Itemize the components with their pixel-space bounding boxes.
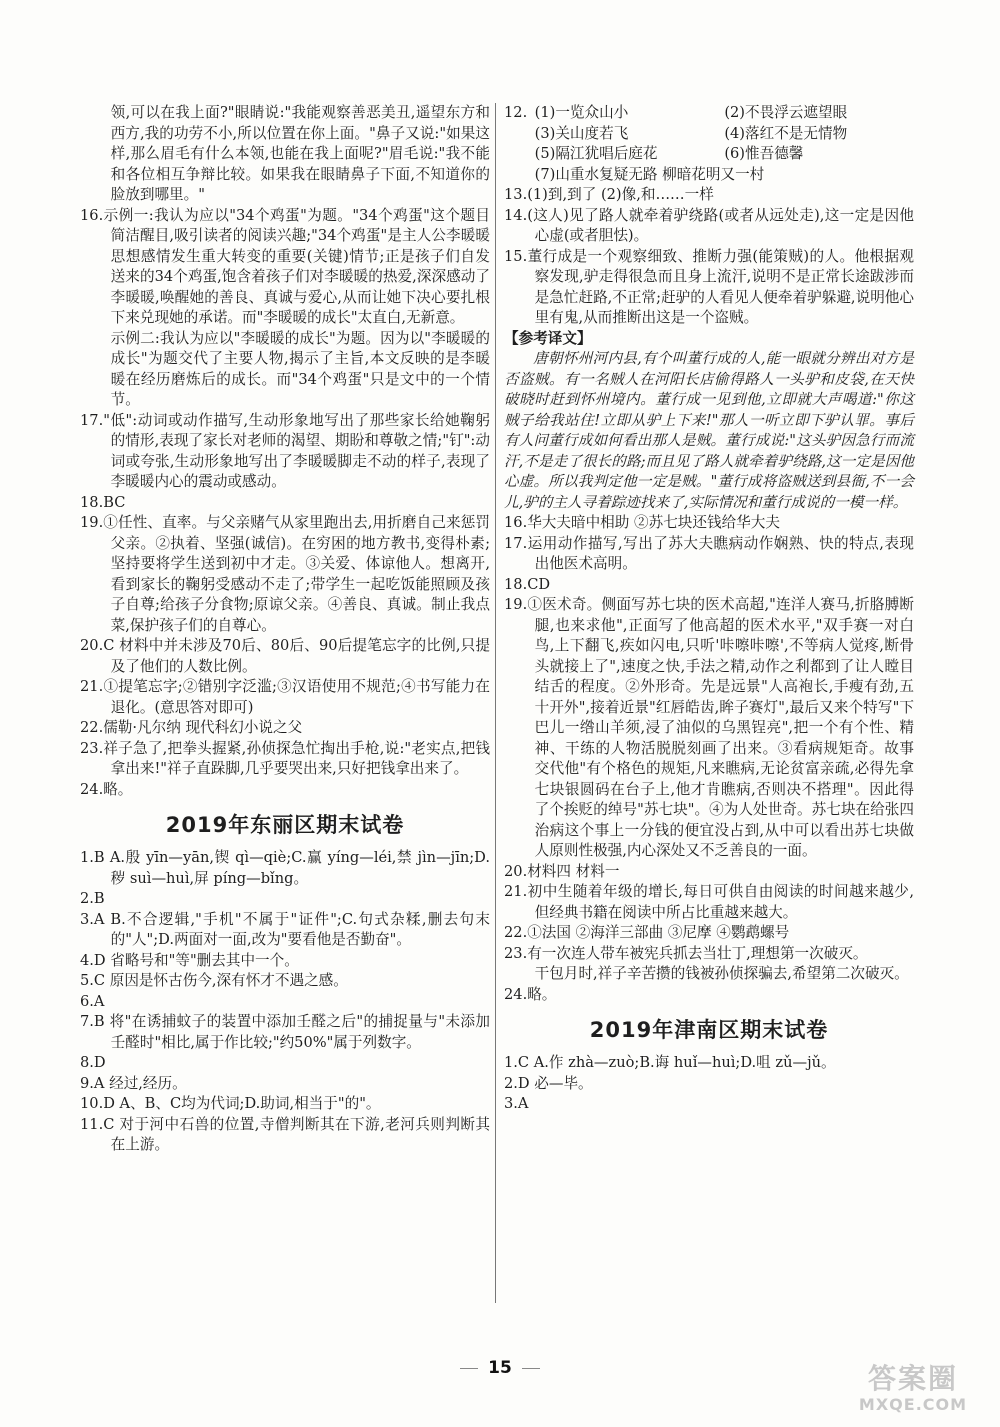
- watermark-top: 答案圈: [867, 1362, 958, 1395]
- answer-d-3: 3.A: [504, 1095, 529, 1112]
- answer-12-item-7: (7)山重水复疑无路 柳暗花明又一村: [534, 165, 765, 183]
- answer-16-example-1: 16.示例一:我认为应以"34个鸡蛋"为题。"34个鸡蛋"这个题目简洁醒目,吸引读者的阅读兴趣;"34个鸡蛋"是主人公李暖暖思想感情发生重大转变的重要(关键)情节;正是孩子们自发送来的34个鸡蛋,饱含着孩子们对李暖暖的热爱,深深感动了李暖暖,唤醒她的善良、真诚与爱心,从而让她下决心要扎根下来兑现她的承诺。而"李暖暖的成长"太直白,无新意。: [80, 206, 490, 326]
- section-title-jinnan: 2019年津南区期末试卷: [589, 1018, 829, 1042]
- answer-b-9: 9.A 经过,经历。: [80, 1074, 187, 1092]
- answer-b-6: 6.A: [80, 992, 105, 1010]
- answer-c-23: 23.有一次连人带车被宪兵抓去当壮丁,理想第一次破灭。: [504, 944, 868, 962]
- answer-12-item: (1)一览众山小: [534, 104, 629, 121]
- answer-c-16: 16.华大夫暗中相助 ②苏七块还钱给华大夫: [504, 514, 780, 531]
- right-column: [504, 103, 914, 1115]
- answer-b-7: 7.B 将"在诱捕蚊子的装置中添加壬醛之后"的捕捉量与"未添加壬醛时"相比,属于作比较;"约50%"属于列数字。: [80, 1013, 490, 1051]
- answer-d-2: 2.D 必—毕。: [504, 1074, 593, 1092]
- answer-12-item: (3)关山度若飞: [534, 124, 629, 142]
- answer-20: 20.C 材料中并未涉及70后、80后、90后提笔忘字的比例,只提及了他们的人数比例。: [80, 637, 490, 675]
- answer-12-item: (6)惟吾德馨: [724, 145, 804, 162]
- answer-22: 22.儒勒·凡尔纳 现代科幻小说之父: [80, 719, 303, 736]
- answer-16-example-2: 示例二:我认为应以"李暖暖的成长"为题。因为以"李暖暖的成长"为题交代了主要人物,揭示了主旨,本文反映的是李暖暖在经历磨炼后的成长。而"34个鸡蛋"只是文中的一个情节。: [110, 329, 490, 408]
- answer-21: 21.①提笔忘字;②错别字泛滥;③汉语使用不规范;④书写能力在退化。(意思答对即可): [80, 678, 490, 716]
- watermark-logo: [838, 1363, 988, 1419]
- answer-b-8: 8.D: [80, 1054, 106, 1071]
- answer-12-item: (5)隔江犹唱后庭花: [534, 145, 658, 162]
- answer-15: 15.董行成是一个观察细致、推断力强(能策贼)的人。他根据观察发现,驴走得很急而且身上流汗,说明不是正常长途跋涉而是急忙赶路,不正常;赶驴的人看见人便牵着驴躲避,说明他心里有鬼,从而推断出这是一个盗贼。: [504, 247, 914, 326]
- translation-text: 唐朝怀州河内县,有个叫董行成的人,能一眼就分辨出对方是否盗贼。有一名贼人在河阳长店偷得路人一头驴和皮袋,在天快破晓时赶到怀州境内。董行成一见到他,立即就大声喝道:"你这贼子给我站住!立即从驴上下来!"那人一听立即下驴认罪。事后有人问董行成如何看出那人是贼。董行成说:"这头驴因急行而流汗,不是走了很长的路;而且见了路人就牵着驴绕路,这一定是因他心虚。所以我判定他一定是贼。"董行成将盗贼送到县衙,不一会儿,驴的主人寻着踪迹找来了,实际情况和董行成说的一模一样。: [504, 350, 914, 511]
- reference-translation-label: 【参考译文】: [504, 329, 592, 347]
- answer-b-3: 3.A B.不合逻辑,"手机"不属于"证件";C.句式杂糅,删去句末的"人";D.两面对一面,改为"要看他是否勤奋"。: [80, 910, 490, 948]
- answer-c-18: 18.CD: [504, 575, 551, 593]
- answer-19: 19.①任性、直率。与父亲赌气从家里跑出去,用折磨自己来惩罚父亲。②执着、坚强(诚信)。在穷困的地方教书,变得朴素;坚持要将学生送到初中才走。③关爱、体谅他人。想离开,看到家长的鞠躬受感动不走了;带学生一起吃饭能照顾及孩子自尊;给孩子分食物;原谅父亲。④善良、真诚。制止我点菜,保护孩子们的自尊心。: [80, 514, 490, 634]
- answer-c-23-continued: 干包月时,祥子辛苦攒的钱被孙侦探骗去,希望第二次破灭。: [534, 965, 909, 982]
- answer-d-1: 1.C A.作 zhà—zuò;B.诲 huǐ—huì;D.咀 zǔ—jǔ。: [504, 1054, 836, 1071]
- answer-c-21: 21.初中生随着年级的增长,每日可供自由阅读的时间越来越少,但经典书籍在阅读中所占比重越来越大。: [504, 883, 914, 921]
- section-title-dongli: 2019年东丽区期末试卷: [165, 813, 405, 837]
- page-number-dash-right: [522, 1368, 540, 1369]
- watermark-bottom: MXQE.COM: [858, 1395, 968, 1414]
- reference-translation: [504, 349, 914, 513]
- answer-b-2: 2.B: [80, 890, 105, 907]
- answer-c-17: 17.运用动作描写,写出了苏大夫瞧病动作娴熟、快的特点,表现出他医术高明。: [504, 534, 914, 572]
- answer-b-11: 11.C 对于河中石兽的位置,寺僧判断其在下游,老河兵则判断其在上游。: [80, 1115, 490, 1153]
- answer-b-5: 5.C 原因是怀古伤今,深有怀才不遇之感。: [80, 972, 348, 989]
- answer-12-item: (2)不畏浮云遮望眼: [724, 104, 848, 121]
- answer-c-24: 24.略。: [504, 985, 557, 1003]
- column-divider: [495, 103, 496, 1303]
- answer-24: 24.略。: [80, 780, 133, 798]
- answer-c-22: 22.①法国 ②海洋三部曲 ③尼摩 ④鹦鹉螺号: [504, 924, 790, 941]
- answer-23: 23.祥子急了,把拳头握紧,孙侦探急忙掏出手枪,说:"老实点,把钱拿出来!"祥子直跺脚,几乎要哭出来,只好把钱拿出来了。: [80, 739, 490, 777]
- page-number-text: 15: [488, 1358, 512, 1378]
- answer-18: 18.BC: [80, 493, 126, 511]
- answer-12-grid: [504, 103, 914, 165]
- left-column: [80, 103, 490, 1156]
- answer-12: [504, 103, 914, 185]
- answer-12-number: 12.: [504, 104, 528, 121]
- answer-17: 17."低":动词或动作描写,生动形象地写出了那些家长给她鞠躬的情形,表现了家长对老师的渴望、期盼和尊敬之情;"钉":动词或夸张,生动形象地写出了李暖暖脚走不动的样子,表现了李暖暖内心的震动或感动。: [80, 411, 490, 490]
- answer-13: 13.(1)到,到了 (2)像,和……一样: [504, 186, 714, 203]
- answer-c-20: 20.材料四 材料一: [504, 862, 620, 880]
- answer-b-4: 4.D 省略号和"等"删去其中一个。: [80, 951, 299, 969]
- answer-b-1: 1.B A.殷 yīn—yān,锲 qì—qiè;C.赢 yíng—léi,禁 jìn—jīn;D.秽 suì—huì,屏 píng—bǐng。: [80, 849, 490, 887]
- page-number-dash-left: [460, 1368, 478, 1369]
- answer-b-10: 10.D A、B、C均为代词;D.助词,相当于"的"。: [80, 1095, 381, 1112]
- answer-15-continued: 领,可以在我上面?"眼睛说:"我能观察善恶美丑,遥望东方和西方,我的功劳不小,所以位置在你上面。"鼻子又说:"如果这样,那么眉毛有什么本领,也能在我上面呢?"眉毛说:"我不能和各位相互争辩比较。如果我在眼睛鼻子下面,不知道你的脸放到哪里。": [110, 104, 490, 203]
- answer-14: 14.(这人)见了路人就牵着驴绕路(或者从远处走),这一定是因他心虚(或者胆怯)。: [504, 206, 914, 244]
- answer-c-19: 19.①医术奇。侧面写苏七块的医术高超,"连洋人赛马,折胳膊断腿,也来求他",正面写了他高超的医术水平,"双手赛一对白鸟,上下翻飞,疾如闪电,只听'咔嚓咔嚓',不等病人觉疼,断骨头就接上了",速度之快,手法之精,动作之利都到了让人瞠目结舌的程度。②外形奇。先是远景"人高袍长,手瘦有劲,五十开外",接着近景"红唇皓齿,眸子赛灯",最后又来个特写"下巴儿一绺山羊须,浸了油似的乌黑锃亮",把一个有个性、精神、干练的人物活脱脱刻画了出来。③看病规矩奇。故事交代他"有个格色的规矩,凡来瞧病,无论贫富亲疏,必得先拿七块银圆码在台子上,他才肯瞧病,否则决不搭理"。因此得了个挨贬的绰号"苏七块"。④为人处世奇。苏七块在给张四治病这个事上一分钱的便宜没占到,从中可以看出苏七块做人原则性极强,内心深处又不乏善良的一面。: [504, 596, 914, 859]
- answer-12-item: (4)落红不是无情物: [724, 124, 848, 142]
